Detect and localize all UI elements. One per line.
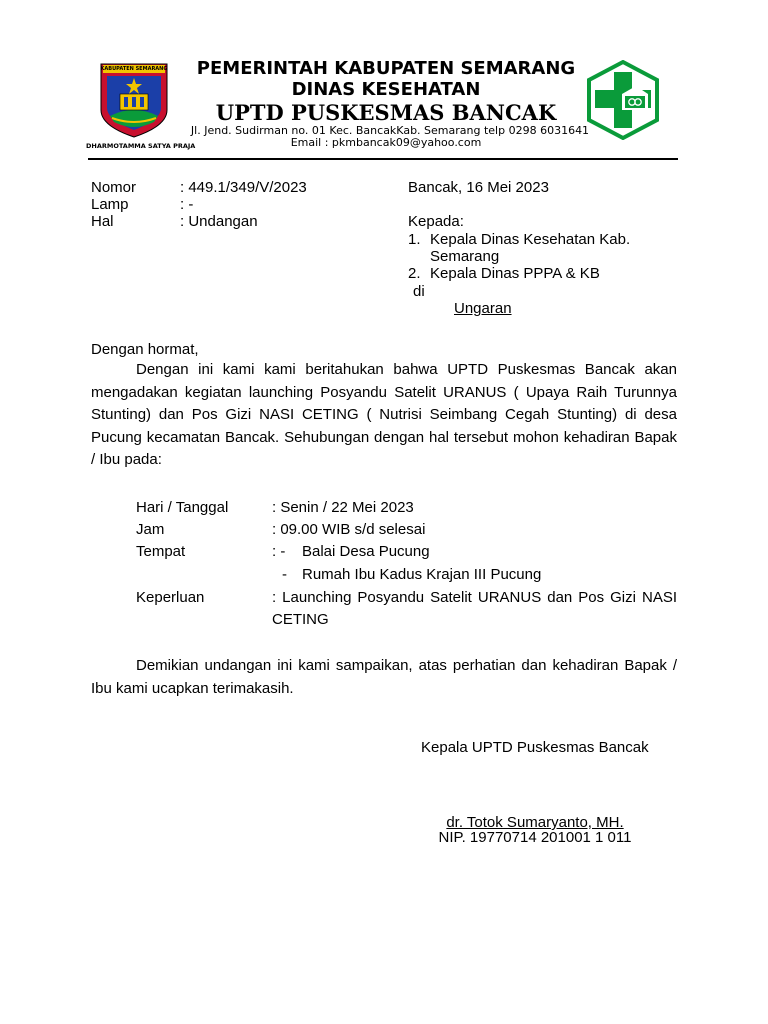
jam-label: Jam [136, 521, 165, 538]
nomor-label: Nomor [91, 179, 137, 196]
hari-tanggal-value: : Senin / 22 Mei 2023 [272, 499, 414, 516]
paragraph-line: mengadakan kegiatan launching Posyandu Satelit URANUS ( Upaya Raih Turunnya [91, 383, 677, 401]
recipient-2-number: 2. [408, 265, 421, 282]
letterhead-divider [88, 158, 678, 160]
recipient-1-line-1: Kepala Dinas Kesehatan Kab. [430, 231, 631, 248]
paragraph-line: Stunting) dan Pos Gizi NASI CETING ( Nutrisi Seimbang Cegah Stunting) di desa [91, 406, 677, 423]
office-address: Jl. Jend. Sudirman no. 01 Kec. BancakKab. Semarang telp 0298 6031641 [190, 124, 590, 137]
tempat-value-2: Rumah Ibu Kadus Krajan III Pucung [302, 566, 542, 583]
keperluan-label: Keperluan [136, 589, 205, 606]
hari-tanggal-label: Hari / Tanggal [136, 499, 229, 516]
keperluan-value-line-1: : Launching Posyandu Satelit URANUS dan Pos Gizi NASI [272, 589, 677, 606]
di-label: di [413, 283, 425, 300]
recipient-1-number: 1. [408, 231, 421, 248]
closing-paragraph [91, 655, 677, 700]
paragraph-line: Demikian undangan ini kami sampaikan, atas perhatian dan kehadiran Bapak / [136, 657, 677, 674]
lamp-label: Lamp [91, 196, 129, 213]
agency-name: DINAS KESEHATAN [291, 79, 481, 100]
paragraph-line: Dengan ini kami kami beritahukan bahwa UPTD Puskesmas Bancak akan [136, 361, 677, 378]
opening-paragraph [91, 359, 677, 472]
tempat-prefix: : - [272, 543, 286, 560]
jam-value: : 09.00 WIB s/d selesai [272, 521, 426, 538]
puskesmas-logo [586, 60, 660, 140]
signatory-name: dr. Totok Sumaryanto, MH. [446, 814, 624, 831]
office-email: Email : pkmbancak09@yahoo.com [290, 136, 482, 149]
tempat-label: Tempat [136, 543, 186, 560]
kepada-label: Kepada: [408, 213, 464, 230]
recipient-2: Kepala Dinas PPPA & KB [430, 265, 600, 282]
hal-label: Hal [91, 213, 114, 230]
keperluan-value-line-2: CETING [272, 611, 329, 628]
greeting: Dengan hormat, [91, 341, 199, 358]
lamp-value: : - [180, 196, 194, 213]
place-date: Bancak, 16 Mei 2023 [408, 179, 549, 196]
recipient-1-line-2: Semarang [430, 248, 500, 265]
tempat-value-1: Balai Desa Pucung [302, 543, 430, 560]
hal-value: : Undangan [180, 213, 258, 230]
logo-banner-text: KABUPATEN SEMARANG [100, 66, 168, 72]
destination-city: Ungaran [454, 300, 512, 317]
government-name: PEMERINTAH KABUPATEN SEMARANG [196, 58, 576, 79]
nomor-value: : 449.1/349/V/2023 [180, 179, 307, 196]
paragraph-line: Pucung kecamatan Bancak. Sehubungan dengan hal tersebut mohon kehadiran Bapak [91, 428, 677, 446]
logo-motto: DHARMOTAMMA SATYA PRAJA [86, 142, 196, 150]
paragraph-line: / Ibu pada: [91, 451, 162, 468]
signatory-nip: NIP. 19770714 201001 1 011 [438, 829, 632, 846]
puskesmas-name: UPTD PUSKESMAS BANCAK [215, 100, 557, 125]
paragraph-line: Ibu kami ucapkan terimakasih. [91, 679, 294, 697]
tempat-dash-2: - [282, 566, 287, 583]
signatory-title: Kepala UPTD Puskesmas Bancak [421, 739, 649, 756]
